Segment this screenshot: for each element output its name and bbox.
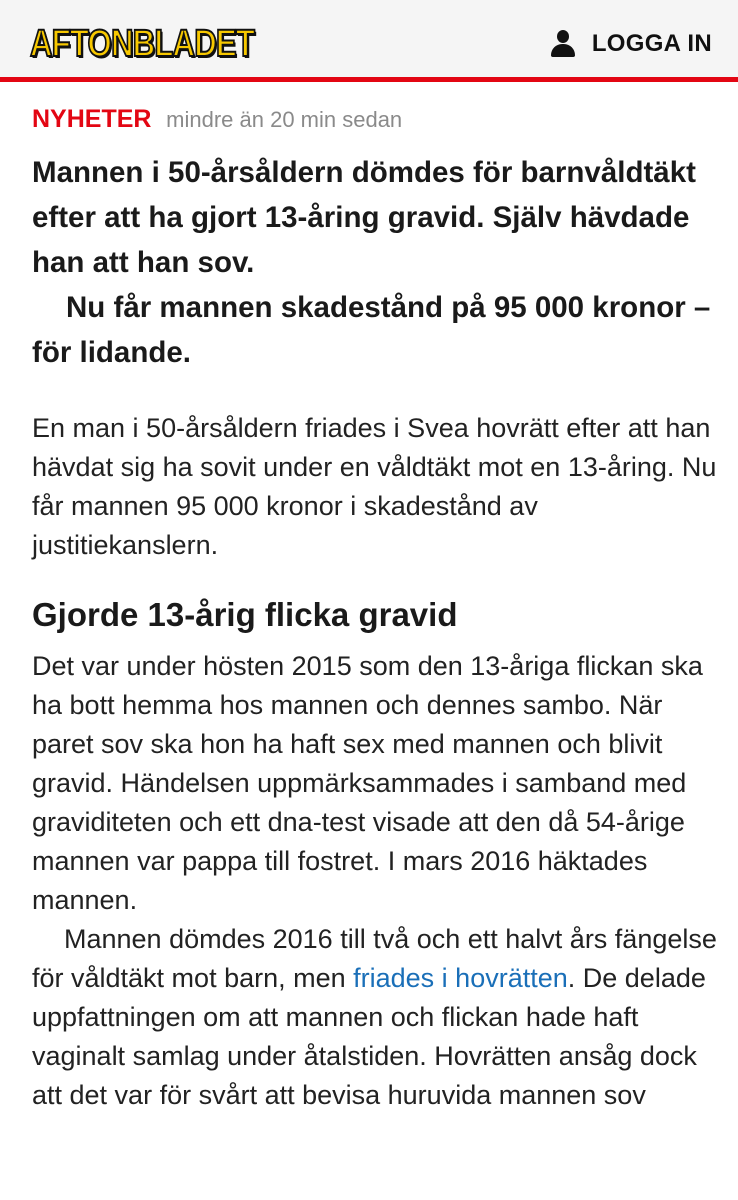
paragraph-2-text-start: Mannen dömdes 2016 till två och ett halvt års fängelse för våldtäkt mot barn, men bbox=[32, 924, 717, 993]
acquitted-in-court-link[interactable]: friades i hovrätten bbox=[353, 963, 568, 993]
user-icon bbox=[550, 30, 576, 58]
login-button[interactable] bbox=[550, 28, 712, 60]
paragraph-2-text-end: . De delade uppfattningen om att mannen och flickan hade haft vaginalt samlag under åtalstiden. Hovrätten ansåg dock att det var för svårt att bevisa huruvida mannen sov bbox=[32, 963, 706, 1110]
lead-paragraph-2: Nu får mannen skadestånd på 95 000 kronor – för lidande. bbox=[32, 291, 711, 369]
timestamp: mindre än 20 min sedan bbox=[166, 107, 403, 132]
article-intro: En man i 50-årsåldern friades i Svea hovrätt efter att han hävdat sig ha sovit under en våldtäkt mot en 13-åring. Nu får mannen 95 000 kronor i skadestånd av justitiekanslern. bbox=[32, 413, 717, 560]
article-meta bbox=[32, 104, 402, 135]
top-bar bbox=[0, 0, 738, 82]
body-paragraph-2 bbox=[32, 920, 722, 1115]
article-body bbox=[32, 647, 722, 1115]
article-lead bbox=[32, 150, 722, 375]
aftonbladet-logo[interactable]: AFTONBLADET bbox=[30, 23, 255, 65]
article-subheading: Gjorde 13-årig flicka gravid bbox=[32, 596, 458, 633]
body-paragraph-1: Det var under hösten 2015 som den 13-åriga flickan ska ha bott hemma hos mannen och dennes sambo. När paret sov ska hon ha haft sex med mannen och blivit gravid. Händelsen uppmärksammades i samband med graviditeten och ett dna-test visade att den då 54-årige mannen var pappa till fostret. I mars 2016 häktades mannen. bbox=[32, 651, 703, 915]
login-label: LOGGA IN bbox=[591, 30, 712, 57]
section-label[interactable]: NYHETER bbox=[32, 105, 152, 133]
lead-paragraph-1: Mannen i 50-årsåldern dömdes för barnvåldtäkt efter att ha gjort 13-åring gravid. Själv hävdade han att han sov. bbox=[32, 156, 696, 279]
